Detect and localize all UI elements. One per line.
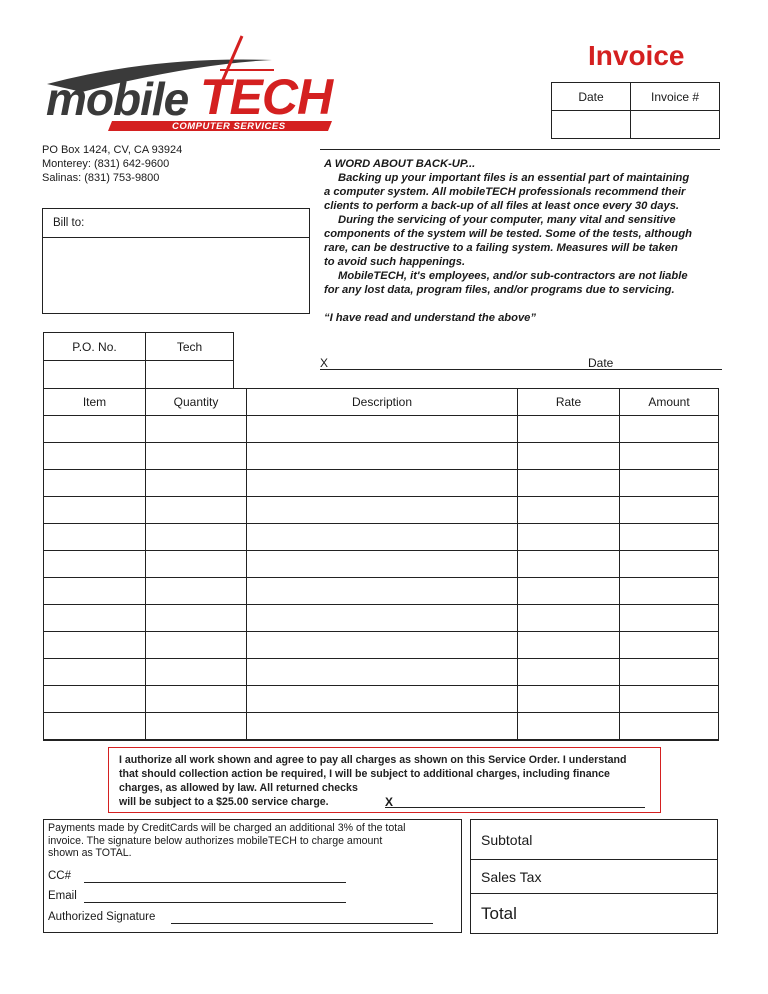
cell-amount[interactable] xyxy=(620,578,719,605)
cell-item[interactable] xyxy=(44,443,146,470)
authorization-box xyxy=(108,747,661,813)
notice-line: to avoid such happenings. xyxy=(324,256,466,268)
cc-number-field[interactable] xyxy=(84,882,346,883)
cell-quantity[interactable] xyxy=(146,605,247,632)
cell-quantity[interactable] xyxy=(146,497,247,524)
notice-line: MobileTECH, it's employees, and/or sub-contractors are not liable xyxy=(338,270,688,282)
invoice-title: Invoice xyxy=(588,40,685,71)
logo-mobile-text: mobile xyxy=(46,73,189,125)
cell-rate[interactable] xyxy=(518,578,620,605)
cell-amount[interactable] xyxy=(620,686,719,713)
cell-description[interactable] xyxy=(247,524,518,551)
date-field[interactable] xyxy=(552,111,631,139)
cell-quantity[interactable] xyxy=(146,713,247,740)
table-row xyxy=(44,659,719,686)
authorization-line: will be subject to a $25.00 service charge. xyxy=(119,796,329,808)
cell-description[interactable] xyxy=(247,605,518,632)
tech-header: Tech xyxy=(146,333,234,361)
cell-rate[interactable] xyxy=(518,497,620,524)
logo-subtitle: COMPUTER SERVICES xyxy=(172,121,286,132)
table-row xyxy=(44,551,719,578)
logo-tech-text: TECH xyxy=(200,69,333,125)
cell-amount[interactable] xyxy=(620,713,719,740)
cell-item[interactable] xyxy=(44,470,146,497)
credit-card-box xyxy=(43,819,462,933)
table-row xyxy=(44,713,719,740)
invoice-header-table xyxy=(551,82,720,139)
authorization-signature-line[interactable] xyxy=(385,807,645,808)
cell-description[interactable] xyxy=(247,659,518,686)
cell-rate[interactable] xyxy=(518,632,620,659)
cc-number-label: CC# xyxy=(48,870,72,882)
column-header-item: Item xyxy=(44,389,146,416)
notice-line: Backing up your important files is an essential part of maintaining xyxy=(338,172,690,184)
cell-rate[interactable] xyxy=(518,470,620,497)
date-header: Date xyxy=(552,83,631,111)
cell-quantity[interactable] xyxy=(146,470,247,497)
credit-card-notice xyxy=(48,822,405,860)
cell-rate[interactable] xyxy=(518,605,620,632)
cell-amount[interactable] xyxy=(620,416,719,443)
cell-amount[interactable] xyxy=(620,659,719,686)
notice-date-label: Date xyxy=(588,356,614,370)
cell-amount[interactable] xyxy=(620,605,719,632)
cell-item[interactable] xyxy=(44,659,146,686)
company-address xyxy=(42,143,182,185)
cell-rate[interactable] xyxy=(518,524,620,551)
table-row xyxy=(44,497,719,524)
po-number-header: P.O. No. xyxy=(44,333,146,361)
credit-card-notice-line: invoice. The signature below authorizes mobileTECH to charge amount xyxy=(48,834,383,847)
cell-item[interactable] xyxy=(44,578,146,605)
cell-amount[interactable] xyxy=(620,443,719,470)
cell-description[interactable] xyxy=(247,686,518,713)
invoice-number-header: Invoice # xyxy=(631,83,720,111)
invoice-number-field[interactable] xyxy=(631,111,720,139)
authorization-signature-x: X xyxy=(385,795,394,809)
cell-item[interactable] xyxy=(44,551,146,578)
cell-quantity[interactable] xyxy=(146,443,247,470)
cell-amount[interactable] xyxy=(620,524,719,551)
cell-quantity[interactable] xyxy=(146,632,247,659)
cell-quantity[interactable] xyxy=(146,578,247,605)
table-row xyxy=(44,605,719,632)
cell-rate[interactable] xyxy=(518,551,620,578)
credit-card-notice-line: shown as TOTAL. xyxy=(48,847,132,859)
cell-quantity[interactable] xyxy=(146,659,247,686)
subtotal-label: Subtotal xyxy=(471,820,718,860)
authorization-text xyxy=(119,753,626,809)
backup-notice xyxy=(324,157,724,325)
cell-item[interactable] xyxy=(44,713,146,740)
table-row xyxy=(44,632,719,659)
cell-quantity[interactable] xyxy=(146,524,247,551)
authorized-signature-label: Authorized Signature xyxy=(48,911,156,923)
cell-item[interactable] xyxy=(44,416,146,443)
address-line: PO Box 1424, CV, CA 93924 xyxy=(42,144,183,156)
cell-rate[interactable] xyxy=(518,659,620,686)
notice-line: for any lost data, program files, and/or programs due to servicing. xyxy=(324,284,675,296)
table-row xyxy=(44,686,719,713)
address-line: Salinas: (831) 753-9800 xyxy=(42,172,160,184)
cell-amount[interactable] xyxy=(620,632,719,659)
table-row xyxy=(44,416,719,443)
column-header-rate: Rate xyxy=(518,389,620,416)
column-header-amount: Amount xyxy=(620,389,719,416)
table-row xyxy=(44,524,719,551)
cell-rate[interactable] xyxy=(518,713,620,740)
table-row xyxy=(44,443,719,470)
bill-to-label: Bill to: xyxy=(53,217,85,229)
cell-item[interactable] xyxy=(44,524,146,551)
notice-line: a computer system. All mobileTECH professionals recommend their xyxy=(324,186,686,198)
cell-description[interactable] xyxy=(247,578,518,605)
notice-line: clients to perform a back-up of all files at least once every 30 days. xyxy=(324,200,680,212)
bill-to-field[interactable] xyxy=(43,238,309,313)
email-field[interactable] xyxy=(84,902,346,903)
authorized-signature-field[interactable] xyxy=(171,923,433,924)
authorization-line: I authorize all work shown and agree to pay all charges as shown on this Service Order. I understand xyxy=(119,754,627,766)
cell-quantity[interactable] xyxy=(146,551,247,578)
company-logo xyxy=(42,34,347,134)
bill-to-box xyxy=(42,208,310,314)
cell-description[interactable] xyxy=(247,470,518,497)
cell-rate[interactable] xyxy=(518,443,620,470)
total-label: Total xyxy=(471,894,718,934)
cell-description[interactable] xyxy=(247,416,518,443)
cell-rate[interactable] xyxy=(518,686,620,713)
po-number-field[interactable] xyxy=(44,361,146,389)
line-items-table xyxy=(43,388,719,741)
notice-line: During the servicing of your computer, many vital and sensitive xyxy=(338,214,676,226)
address-line: Monterey: (831) 642-9600 xyxy=(42,158,170,170)
cell-description[interactable] xyxy=(247,551,518,578)
cell-item[interactable] xyxy=(44,605,146,632)
sales-tax-label: Sales Tax xyxy=(471,860,718,894)
cell-amount[interactable] xyxy=(620,551,719,578)
cell-description[interactable] xyxy=(247,443,518,470)
credit-card-notice-line: Payments made by CreditCards will be charged an additional 3% of the total xyxy=(48,822,406,834)
cell-amount[interactable] xyxy=(620,497,719,524)
cell-item[interactable] xyxy=(44,632,146,659)
tech-field[interactable] xyxy=(146,361,234,389)
cell-description[interactable] xyxy=(247,632,518,659)
cell-rate[interactable] xyxy=(518,416,620,443)
authorization-line: that should collection action be required, I will be subject to additional charges, including finance xyxy=(119,768,610,780)
column-header-quantity: Quantity xyxy=(146,389,247,416)
cell-item[interactable] xyxy=(44,497,146,524)
po-tech-table xyxy=(43,332,234,389)
cell-description[interactable] xyxy=(247,713,518,740)
email-label: Email xyxy=(48,890,77,902)
notice-line: rare, can be destructive to a failing system. Measures will be taken xyxy=(324,242,678,254)
notice-line: components of the system will be tested. Some of the tests, although xyxy=(324,228,692,240)
totals-table xyxy=(470,819,718,934)
cell-amount[interactable] xyxy=(620,470,719,497)
column-header-description: Description xyxy=(247,389,518,416)
cell-description[interactable] xyxy=(247,497,518,524)
table-row xyxy=(44,470,719,497)
notice-signature-line[interactable] xyxy=(320,369,722,370)
cell-quantity[interactable] xyxy=(146,416,247,443)
notice-signature-x: X xyxy=(320,356,329,370)
table-row xyxy=(44,578,719,605)
notice-acknowledgement: “I have read and understand the above” xyxy=(324,312,536,324)
cell-item[interactable] xyxy=(44,686,146,713)
notice-heading: A WORD ABOUT BACK-UP... xyxy=(324,158,476,170)
notice-top-rule xyxy=(320,149,720,150)
cell-quantity[interactable] xyxy=(146,686,247,713)
authorization-line: charges, as allowed by law. All returned checks xyxy=(119,782,358,794)
